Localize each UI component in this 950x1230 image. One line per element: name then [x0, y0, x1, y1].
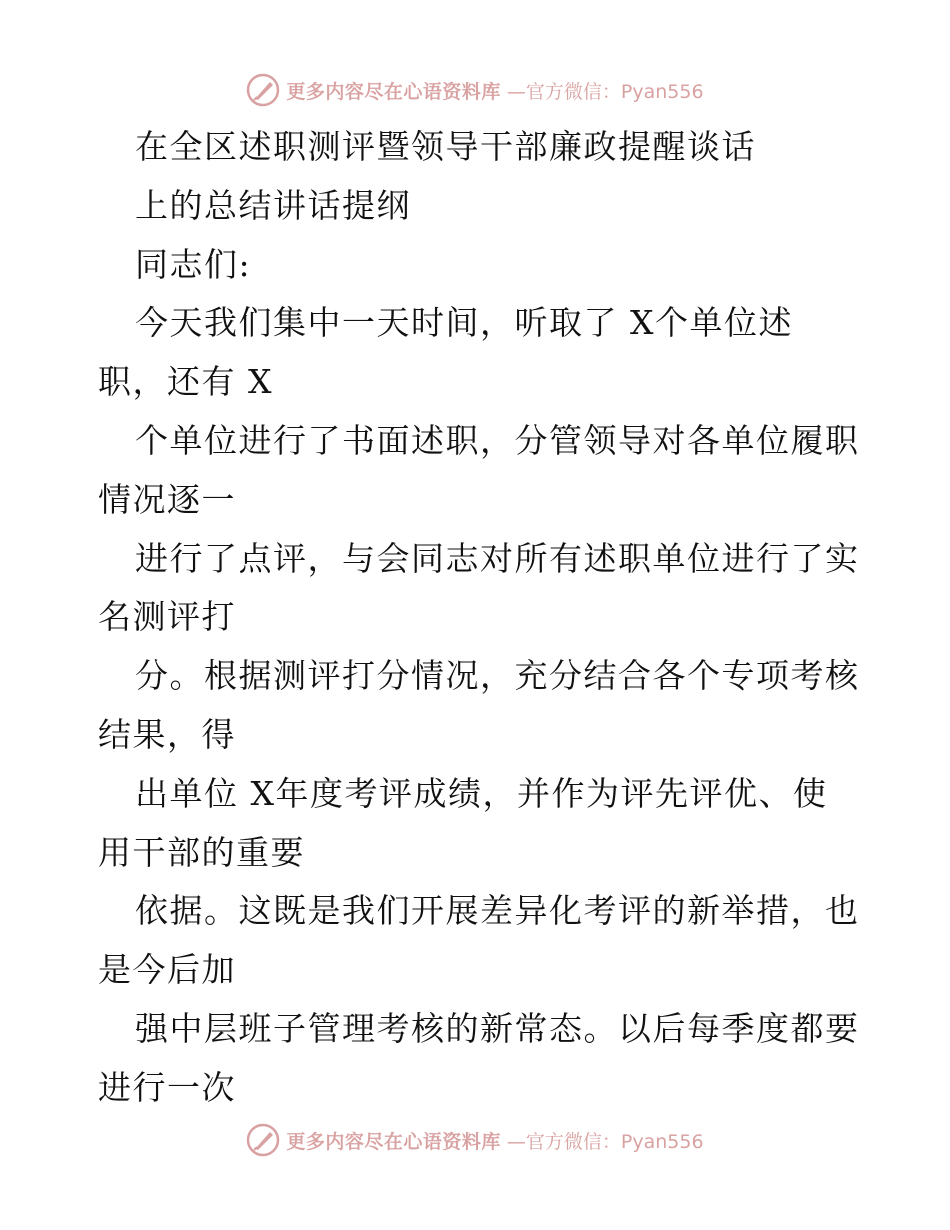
document-line: 职，还有 X	[98, 362, 273, 402]
watermark-text: 更多内容尽在心语资料库	[286, 1130, 501, 1153]
document-line: 分。根据测评打分情况，充分结合各个专项考核	[135, 656, 860, 696]
document-line: 今天我们集中一天时间，听取了 X个单位述	[135, 303, 793, 343]
footer-watermark	[0, 1120, 950, 1160]
watermark-contact: —官方微信：Pyan556	[506, 1130, 704, 1153]
document-line: 情况逐一	[98, 479, 236, 519]
document-line: 依据。这既是我们开展差异化考评的新举措，也	[135, 891, 860, 931]
document-line: 是今后加	[98, 950, 236, 990]
watermark-text: 更多内容尽在心语资料库	[286, 80, 501, 103]
document-line: 结果，得	[98, 714, 236, 754]
document-line: 进行一次	[98, 1067, 236, 1107]
quill-logo-icon	[246, 73, 280, 107]
document-line: 用干部的重要	[98, 832, 305, 872]
document-line: 进行了点评，与会同志对所有述职单位进行了实	[135, 538, 860, 578]
document-line: 上的总结讲话提纲	[135, 185, 411, 225]
document-body	[98, 118, 858, 1118]
document-line: 强中层班子管理考核的新常态。以后每季度都要	[135, 1008, 860, 1048]
header-watermark	[0, 70, 950, 110]
document-line: 同志们:	[135, 244, 252, 284]
document-line: 个单位进行了书面述职，分管领导对各单位履职	[135, 420, 860, 460]
watermark-contact: —官方微信：Pyan556	[506, 80, 704, 103]
document-line: 在全区述职测评暨领导干部廉政提醒谈话	[135, 127, 756, 166]
quill-logo-icon	[246, 1123, 280, 1157]
document-line: 出单位 X年度考评成绩，并作为评先评优、使	[135, 773, 828, 813]
document-line: 名测评打	[98, 597, 236, 637]
